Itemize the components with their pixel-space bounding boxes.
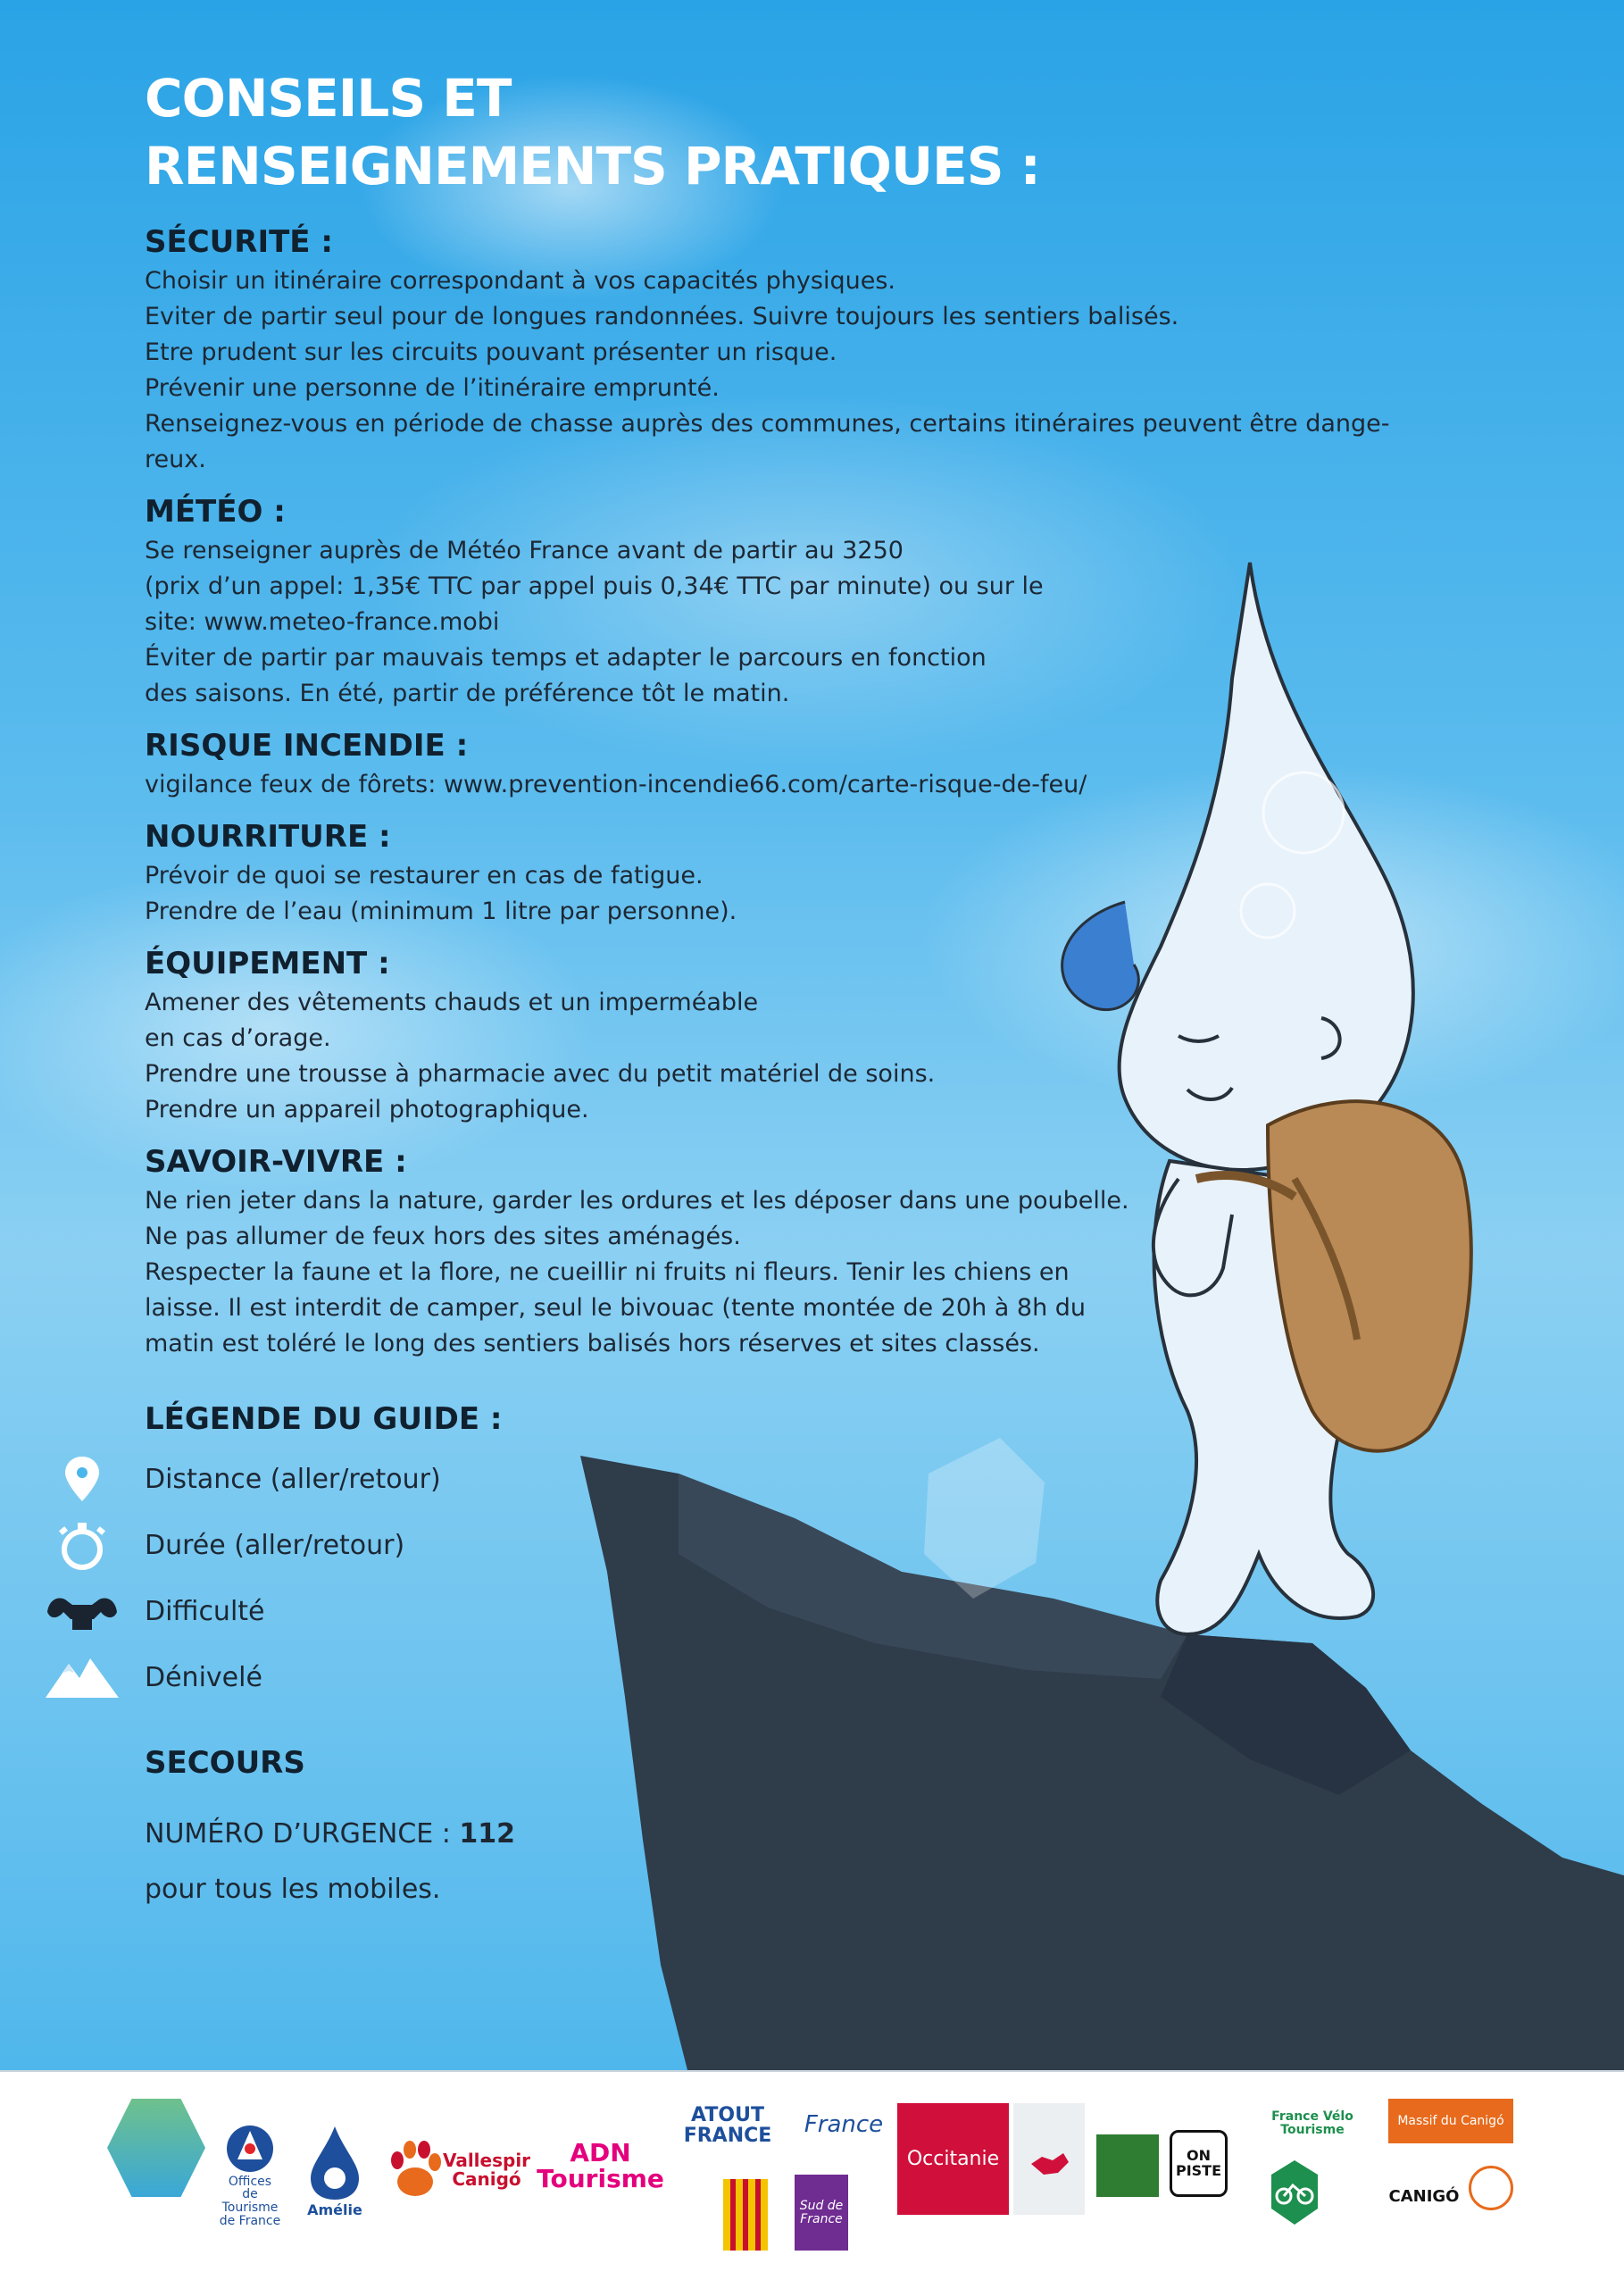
map-pin-icon [42, 1453, 122, 1507]
emergency-number-prefix: NUMÉRO D’URGENCE : [145, 1818, 460, 1850]
section-line: vigilance feux de fôrets: www.prevention-incendie66.com/carte-risque-de-feu/ [145, 771, 1087, 798]
logo-on-piste: ON PISTE [1170, 2130, 1228, 2197]
legend-label: Dénivelé [145, 1662, 262, 1693]
section-line: reux. [145, 446, 206, 473]
section-line: laisse. Il est interdit de camper, seul le bivouac (tente montée de 20h à 8h du [145, 1294, 1087, 1322]
section-line: Prendre une trousse à pharmacie avec du petit matériel de soins. [145, 1060, 936, 1088]
section-line: Renseignez-vous en période de chasse auprès des communes, certains itinéraires peuvent être dange- [145, 410, 1390, 438]
secours-section [145, 1741, 515, 1909]
flexed-arm-icon [42, 1585, 122, 1639]
section-risque-incendie [145, 724, 1439, 803]
legend-item-distance [145, 1460, 502, 1526]
page-title [145, 64, 1040, 200]
logo-amelie: Amélie [295, 2103, 375, 2237]
logo-france-velo-tourisme: France Vélo Tourisme [1271, 2109, 1353, 2137]
section-title: ÉQUIPEMENT : [145, 946, 390, 981]
section-line: Choisir un itinéraire correspondant à vos capacités physiques. [145, 267, 895, 295]
section-line: Prendre un appareil photographique. [145, 1096, 589, 1123]
logo-massif-du-canigo: Massif du Canigó [1388, 2099, 1513, 2143]
section-line: Prévenir une personne de l’itinéraire emprunté. [145, 374, 720, 402]
section-title: NOURRITURE : [145, 819, 391, 855]
logo-canigo: CANIGÓ [1388, 2186, 1460, 2206]
section-line: site: www.meteo-france.mobi [145, 608, 500, 636]
logo-occitanie-map [1013, 2103, 1085, 2215]
emergency-number: 112 [459, 1818, 516, 1850]
logo-hexagon [107, 2099, 205, 2197]
logo-atout-france: ATOUT FRANCE [683, 2103, 772, 2147]
emergency-note: pour tous les mobiles. [145, 1874, 441, 1905]
legend-item-denivele [145, 1658, 502, 1725]
mountain-icon [42, 1651, 122, 1705]
footer-partner-logos [0, 2070, 1624, 2280]
logo-accueil-velo [1268, 2157, 1321, 2228]
section-line: Ne pas allumer de feux hors des sites aménagés. [145, 1223, 741, 1250]
legend-item-duree [145, 1526, 502, 1592]
occitanie-map-icon [1022, 2137, 1076, 2182]
section-line: Amener des vêtements chauds et un imperméable [145, 989, 759, 1016]
section-meteo [145, 490, 1439, 712]
section-title: RISQUE INCENDIE : [145, 728, 469, 764]
secours-title: SECOURS [145, 1745, 305, 1781]
logo-pyrenees-orientales [723, 2179, 768, 2251]
section-line: Respecter la faune et la flore, ne cueillir ni fruits ni fleurs. Tenir les chiens en [145, 1258, 1070, 1286]
title-line-1: CONSEILS ET [145, 68, 512, 129]
logo-sud-de-france: Sud de France [795, 2175, 848, 2251]
title-line-2: RENSEIGNEMENTS PRATIQUES : [145, 136, 1040, 196]
section-line: Eviter de partir seul pour de longues randonnées. Suivre toujours les sentiers balisés. [145, 303, 1179, 330]
amelie-drop-icon [304, 2123, 366, 2203]
section-nourriture [145, 815, 1439, 930]
legend-label: Durée (aller/retour) [145, 1530, 405, 1561]
section-title: MÉTÉO : [145, 494, 286, 530]
section-equipement [145, 942, 1439, 1128]
section-title: SÉCURITÉ : [145, 224, 333, 260]
legend-item-difficulte [145, 1592, 502, 1658]
logo-orange-seal [1469, 2166, 1513, 2210]
section-line: Éviter de partir par mauvais temps et adapter le parcours en fonction [145, 644, 987, 672]
section-line: (prix d’un appel: 1,35€ TTC par appel puis 0,34€ TTC par minute) ou sur le [145, 572, 1044, 600]
offices-tourisme-icon [223, 2122, 277, 2176]
section-line: Prendre de l’eau (minimum 1 litre par personne). [145, 898, 737, 925]
logo-france: France [804, 2111, 884, 2139]
legend-title: LÉGENDE DU GUIDE : [145, 1401, 503, 1437]
section-savoir-vivre [145, 1140, 1439, 1362]
paw-icon [388, 2139, 442, 2201]
legend-label: Distance (aller/retour) [145, 1464, 441, 1495]
section-line: matin est toléré le long des sentiers balisés hors réserves et sites classés. [145, 1330, 1040, 1357]
stopwatch-icon [42, 1519, 122, 1573]
section-line: Etre prudent sur les circuits pouvant présenter un risque. [145, 338, 837, 366]
logo-occitanie: Occitanie [897, 2103, 1009, 2215]
logo-adn-tourisme: ADN Tourisme [537, 2137, 664, 2193]
section-line: Prévoir de quoi se restaurer en cas de fatigue. [145, 862, 704, 889]
section-line: en cas d’orage. [145, 1024, 331, 1052]
guide-legend [145, 1398, 502, 1725]
section-line: Ne rien jeter dans la nature, garder les ordures et les déposer dans une poubelle. [145, 1187, 1129, 1215]
logo-green-badge [1096, 2134, 1159, 2197]
advice-sections [145, 221, 1439, 1374]
section-line: Se renseigner auprès de Météo France avant de partir au 3250 [145, 537, 904, 564]
logo-offices-tourisme-de-france: Offices de Tourisme de France [219, 2108, 281, 2242]
logo-vallespir-canigo: Vallespir Canigó [384, 2117, 536, 2224]
emergency-number-line [145, 1815, 515, 1854]
bicycle-icon [1268, 2157, 1321, 2228]
legend-label: Difficulté [145, 1596, 265, 1627]
section-title: SAVOIR-VIVRE : [145, 1144, 407, 1180]
section-securite [145, 221, 1439, 478]
section-line: des saisons. En été, partir de préférence tôt le matin. [145, 680, 790, 707]
